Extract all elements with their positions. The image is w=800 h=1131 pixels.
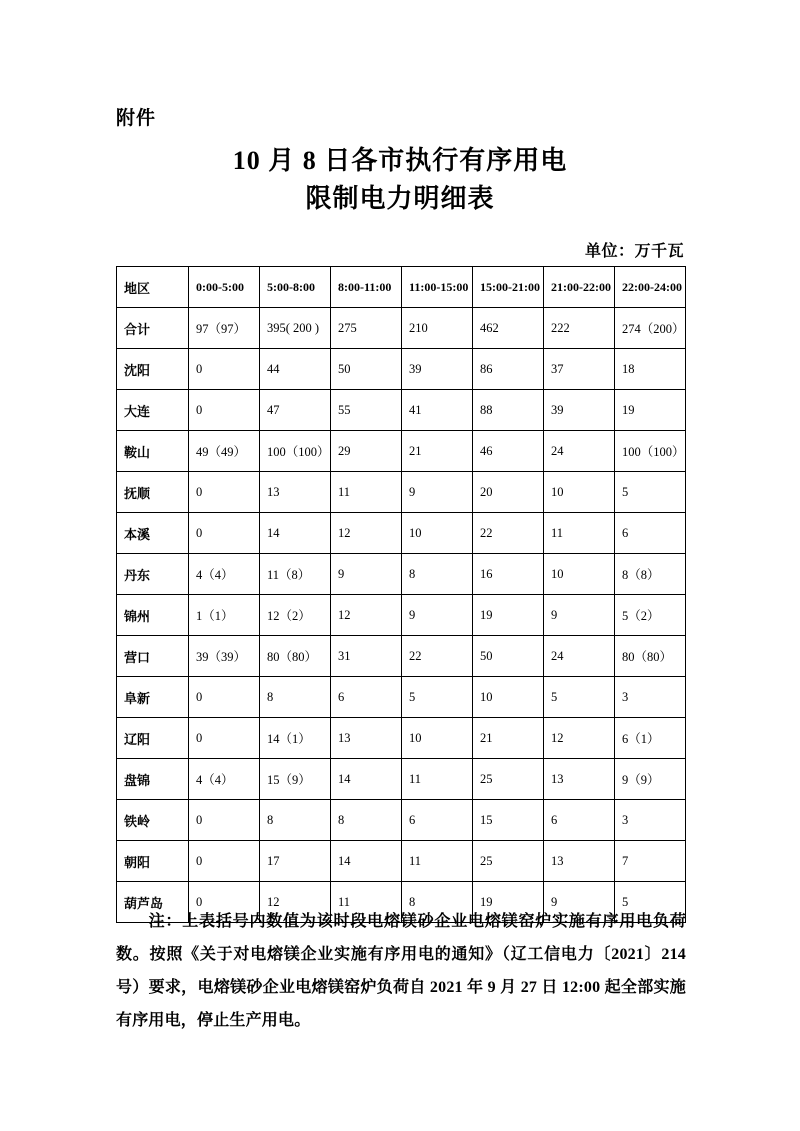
table-row (117, 472, 686, 513)
table-row (117, 390, 686, 431)
cell: 9 (402, 472, 473, 513)
cell: 12（2） (260, 595, 331, 636)
table-row (117, 841, 686, 882)
cell: 11（8） (260, 554, 331, 595)
cell: 11 (402, 759, 473, 800)
row-region: 葫芦岛 (117, 882, 189, 923)
cell: 49（49） (189, 431, 260, 472)
cell: 88 (473, 390, 544, 431)
cell: 14 (331, 841, 402, 882)
column-header-region: 地区 (117, 267, 189, 308)
cell: 12 (331, 513, 402, 554)
cell: 44 (260, 349, 331, 390)
table-row (117, 800, 686, 841)
cell: 8 (260, 677, 331, 718)
cell: 10 (473, 677, 544, 718)
cell: 22 (402, 636, 473, 677)
table-row (117, 718, 686, 759)
cell: 10 (544, 554, 615, 595)
cell: 6 (331, 677, 402, 718)
column-header-2: 8:00-11:00 (331, 267, 402, 308)
cell: 275 (331, 308, 402, 349)
cell: 25 (473, 841, 544, 882)
row-region: 合计 (117, 308, 189, 349)
cell: 8（8） (615, 554, 686, 595)
row-region: 朝阳 (117, 841, 189, 882)
cell: 0 (189, 390, 260, 431)
column-header-0: 0:00-5:00 (189, 267, 260, 308)
cell: 222 (544, 308, 615, 349)
row-region: 丹东 (117, 554, 189, 595)
cell: 41 (402, 390, 473, 431)
cell: 29 (331, 431, 402, 472)
cell: 9 (544, 595, 615, 636)
column-header-6: 22:00-24:00 (615, 267, 686, 308)
cell: 50 (473, 636, 544, 677)
cell: 24 (544, 431, 615, 472)
cell: 8 (260, 800, 331, 841)
cell: 10 (402, 513, 473, 554)
attachment-label: 附件 (116, 108, 157, 129)
cell: 46 (473, 431, 544, 472)
cell: 0 (189, 677, 260, 718)
cell: 12 (260, 882, 331, 923)
cell: 86 (473, 349, 544, 390)
row-region: 阜新 (117, 677, 189, 718)
cell: 97（97） (189, 308, 260, 349)
row-region: 本溪 (117, 513, 189, 554)
cell: 12 (331, 595, 402, 636)
cell: 5 (615, 472, 686, 513)
row-region: 抚顺 (117, 472, 189, 513)
cell: 19 (473, 595, 544, 636)
cell: 9 (402, 595, 473, 636)
cell: 10 (544, 472, 615, 513)
table-row (117, 308, 686, 349)
cell: 14（1） (260, 718, 331, 759)
cell: 13 (544, 759, 615, 800)
row-region: 营口 (117, 636, 189, 677)
cell: 11 (331, 882, 402, 923)
table-header-row (117, 267, 686, 308)
cell: 11 (544, 513, 615, 554)
cell: 17 (260, 841, 331, 882)
cell: 47 (260, 390, 331, 431)
row-region: 鞍山 (117, 431, 189, 472)
footnote (116, 905, 686, 1037)
column-header-1: 5:00-8:00 (260, 267, 331, 308)
cell: 18 (615, 349, 686, 390)
cell: 6（1） (615, 718, 686, 759)
page-title-line-2: 限制电力明细表 (305, 184, 495, 213)
table-row (117, 513, 686, 554)
cell: 9 (544, 882, 615, 923)
cell: 0 (189, 841, 260, 882)
table-row (117, 677, 686, 718)
cell: 10 (402, 718, 473, 759)
cell: 3 (615, 800, 686, 841)
cell: 80（80） (615, 636, 686, 677)
table-row (117, 636, 686, 677)
page-title (0, 142, 800, 218)
cell: 0 (189, 718, 260, 759)
cell: 39（39） (189, 636, 260, 677)
row-region: 锦州 (117, 595, 189, 636)
cell: 4（4） (189, 759, 260, 800)
cell: 24 (544, 636, 615, 677)
cell: 13 (331, 718, 402, 759)
row-region: 沈阳 (117, 349, 189, 390)
cell: 15（9） (260, 759, 331, 800)
cell: 12 (544, 718, 615, 759)
cell: 11 (402, 841, 473, 882)
cell: 5 (615, 882, 686, 923)
row-region: 盘锦 (117, 759, 189, 800)
row-region: 铁岭 (117, 800, 189, 841)
cell: 80（80） (260, 636, 331, 677)
table-row (117, 595, 686, 636)
cell: 21 (402, 431, 473, 472)
cell: 13 (260, 472, 331, 513)
table-row (117, 759, 686, 800)
table-row (117, 349, 686, 390)
cell: 3 (615, 677, 686, 718)
cell: 11 (331, 472, 402, 513)
cell: 6 (402, 800, 473, 841)
page-title-line-1: 10 月 8 日各市执行有序用电 (232, 146, 568, 175)
cell: 22 (473, 513, 544, 554)
row-region: 辽阳 (117, 718, 189, 759)
cell: 274（200） (615, 308, 686, 349)
cell: 50 (331, 349, 402, 390)
table-row (117, 431, 686, 472)
cell: 462 (473, 308, 544, 349)
column-header-3: 11:00-15:00 (402, 267, 473, 308)
cell: 8 (331, 800, 402, 841)
cell: 20 (473, 472, 544, 513)
cell: 13 (544, 841, 615, 882)
cell: 0 (189, 472, 260, 513)
table-row (117, 554, 686, 595)
cell: 5 (544, 677, 615, 718)
cell: 5 (402, 677, 473, 718)
cell: 9 (331, 554, 402, 595)
power-limit-table (116, 266, 686, 923)
cell: 25 (473, 759, 544, 800)
column-header-5: 21:00-22:00 (544, 267, 615, 308)
cell: 8 (402, 882, 473, 923)
cell: 7 (615, 841, 686, 882)
cell: 55 (331, 390, 402, 431)
row-region: 大连 (117, 390, 189, 431)
cell: 8 (402, 554, 473, 595)
cell: 0 (189, 513, 260, 554)
cell: 100（100） (615, 431, 686, 472)
cell: 6 (615, 513, 686, 554)
cell: 395( 200 ) (260, 308, 331, 349)
cell: 210 (402, 308, 473, 349)
unit-note: 单位：万千瓦 (584, 243, 684, 260)
cell: 5（2） (615, 595, 686, 636)
cell: 31 (331, 636, 402, 677)
cell: 14 (260, 513, 331, 554)
cell: 0 (189, 349, 260, 390)
cell: 16 (473, 554, 544, 595)
cell: 37 (544, 349, 615, 390)
column-header-4: 15:00-21:00 (473, 267, 544, 308)
cell: 9（9） (615, 759, 686, 800)
cell: 4（4） (189, 554, 260, 595)
cell: 19 (615, 390, 686, 431)
cell: 6 (544, 800, 615, 841)
cell: 0 (189, 800, 260, 841)
cell: 15 (473, 800, 544, 841)
cell: 1（1） (189, 595, 260, 636)
cell: 0 (189, 882, 260, 923)
cell: 14 (331, 759, 402, 800)
footnote-text: 注：上表括号内数值为该时段电熔镁砂企业电熔镁窑炉实施有序用电负荷数。按照《关于对电熔镁企业实施有序用电的通知》（辽工信电力〔2021〕214 号）要求，电熔镁砂企业电熔镁窑炉负荷自 2021 年 9 月 27 日 12:00 起全部实施有序用电，停止生产用电。 (116, 913, 686, 1029)
cell: 100（100） (260, 431, 331, 472)
cell: 39 (544, 390, 615, 431)
cell: 21 (473, 718, 544, 759)
cell: 39 (402, 349, 473, 390)
cell: 19 (473, 882, 544, 923)
